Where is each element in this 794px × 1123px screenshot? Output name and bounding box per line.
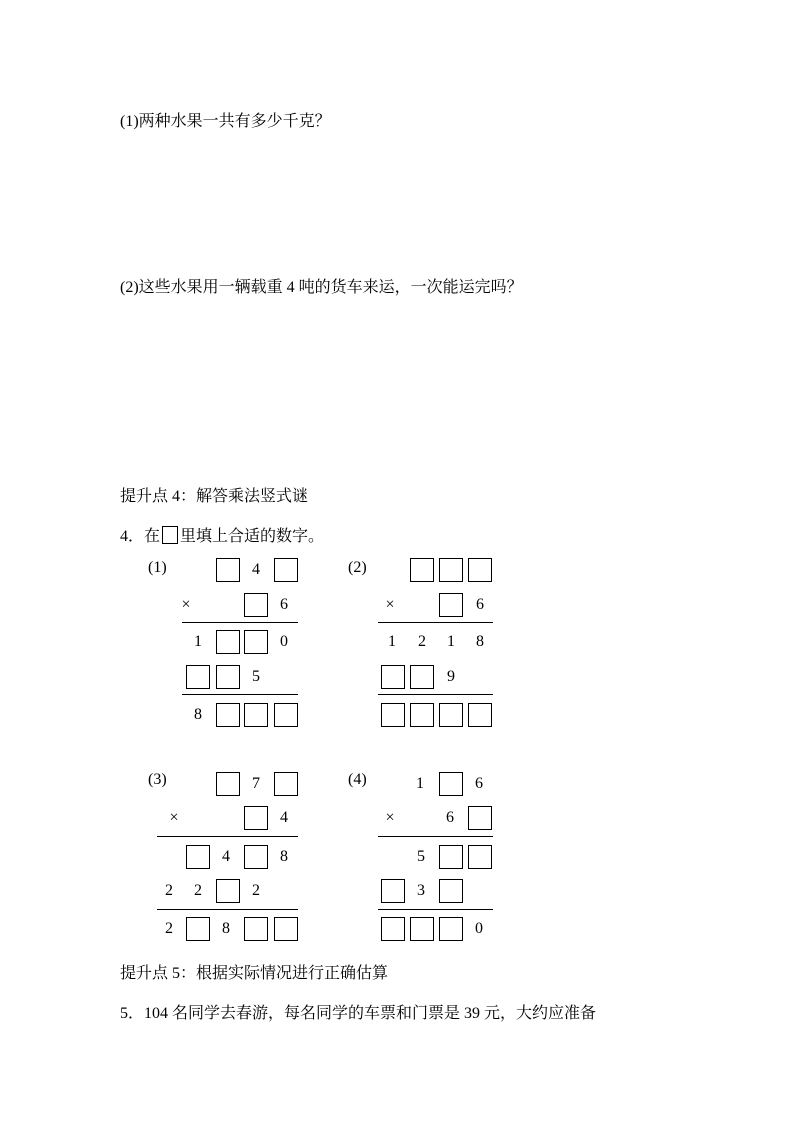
section-4-instruction <box>120 523 324 546</box>
answer-box[interactable] <box>439 845 463 869</box>
digit: 6 <box>446 809 454 826</box>
digit: 1 <box>416 775 424 792</box>
digit: 5 <box>252 668 260 685</box>
puzzle-label: (1) <box>148 559 167 576</box>
answer-box[interactable] <box>216 772 240 796</box>
answer-box[interactable] <box>468 703 492 727</box>
answer-box[interactable] <box>381 703 405 727</box>
answer-box-icon <box>162 526 178 544</box>
answer-box[interactable] <box>186 845 210 869</box>
answer-box[interactable] <box>244 703 268 727</box>
answer-box[interactable] <box>274 558 298 582</box>
puzzle-label: (2) <box>348 559 367 576</box>
rule-line <box>378 836 493 837</box>
answer-box[interactable] <box>244 806 268 830</box>
instruction-suffix: 里填上合适的数字。 <box>180 528 325 545</box>
section-5-question: 5．104 名同学去春游，每名同学的车票和门票是 39 元，大约应准备 <box>120 1005 597 1022</box>
question-2: (2)这些水果用一辆载重 4 吨的货车来运，一次能运完吗？ <box>120 279 523 296</box>
digit: 4 <box>252 561 260 578</box>
digit: 6 <box>476 596 484 613</box>
answer-box[interactable] <box>410 665 434 689</box>
digit: 1 <box>388 633 396 650</box>
times-sign: × <box>385 809 395 826</box>
times-sign: × <box>169 809 179 826</box>
puzzle-label: (4) <box>348 771 367 788</box>
digit: 8 <box>222 920 230 937</box>
answer-box[interactable] <box>468 558 492 582</box>
section-5-title: 提升点 5：根据实际情况进行正确估算 <box>120 965 389 982</box>
answer-box[interactable] <box>244 917 268 941</box>
answer-box[interactable] <box>439 703 463 727</box>
digit: 3 <box>417 882 425 899</box>
digit: 2 <box>165 882 173 899</box>
answer-box[interactable] <box>381 665 405 689</box>
puzzle-label: (3) <box>148 771 167 788</box>
answer-box[interactable] <box>439 558 463 582</box>
digit: 6 <box>280 596 288 613</box>
times-sign: × <box>385 596 395 613</box>
answer-box[interactable] <box>274 917 298 941</box>
answer-box[interactable] <box>439 917 463 941</box>
instruction-prefix: 4．在 <box>120 528 161 545</box>
answer-box[interactable] <box>410 703 434 727</box>
answer-box[interactable] <box>244 630 268 654</box>
digit: 9 <box>447 668 455 685</box>
rule-line <box>157 836 298 837</box>
answer-box[interactable] <box>381 879 405 903</box>
answer-box[interactable] <box>216 879 240 903</box>
digit: 0 <box>475 920 483 937</box>
answer-box[interactable] <box>216 665 240 689</box>
question-1: (1)两种水果一共有多少千克？ <box>120 113 331 130</box>
digit: 2 <box>165 920 173 937</box>
digit: 4 <box>280 809 288 826</box>
answer-box[interactable] <box>274 703 298 727</box>
digit: 8 <box>476 633 484 650</box>
digit: 4 <box>222 848 230 865</box>
answer-box[interactable] <box>216 630 240 654</box>
answer-box[interactable] <box>274 772 298 796</box>
rule-line <box>182 694 298 695</box>
times-sign: × <box>181 596 191 613</box>
digit: 5 <box>417 848 425 865</box>
rule-line <box>182 622 298 623</box>
digit: 8 <box>280 848 288 865</box>
answer-box[interactable] <box>244 845 268 869</box>
answer-box[interactable] <box>468 845 492 869</box>
answer-box[interactable] <box>410 917 434 941</box>
rule-line <box>378 622 493 623</box>
answer-box[interactable] <box>439 772 463 796</box>
answer-box[interactable] <box>439 879 463 903</box>
rule-line <box>378 694 493 695</box>
answer-box[interactable] <box>381 917 405 941</box>
digit: 1 <box>447 633 455 650</box>
answer-box[interactable] <box>216 558 240 582</box>
digit: 1 <box>194 633 202 650</box>
answer-box[interactable] <box>186 917 210 941</box>
rule-line <box>378 909 493 910</box>
answer-box[interactable] <box>244 593 268 617</box>
digit: 2 <box>252 882 260 899</box>
answer-box[interactable] <box>410 558 434 582</box>
digit: 8 <box>194 706 202 723</box>
answer-box[interactable] <box>439 593 463 617</box>
digit: 7 <box>252 775 260 792</box>
answer-box[interactable] <box>468 806 492 830</box>
digit: 6 <box>475 775 483 792</box>
answer-box[interactable] <box>186 665 210 689</box>
digit: 2 <box>418 633 426 650</box>
answer-box[interactable] <box>216 703 240 727</box>
section-4-title: 提升点 4：解答乘法竖式谜 <box>120 488 309 505</box>
digit: 0 <box>280 633 288 650</box>
rule-line <box>157 909 298 910</box>
digit: 2 <box>194 882 202 899</box>
